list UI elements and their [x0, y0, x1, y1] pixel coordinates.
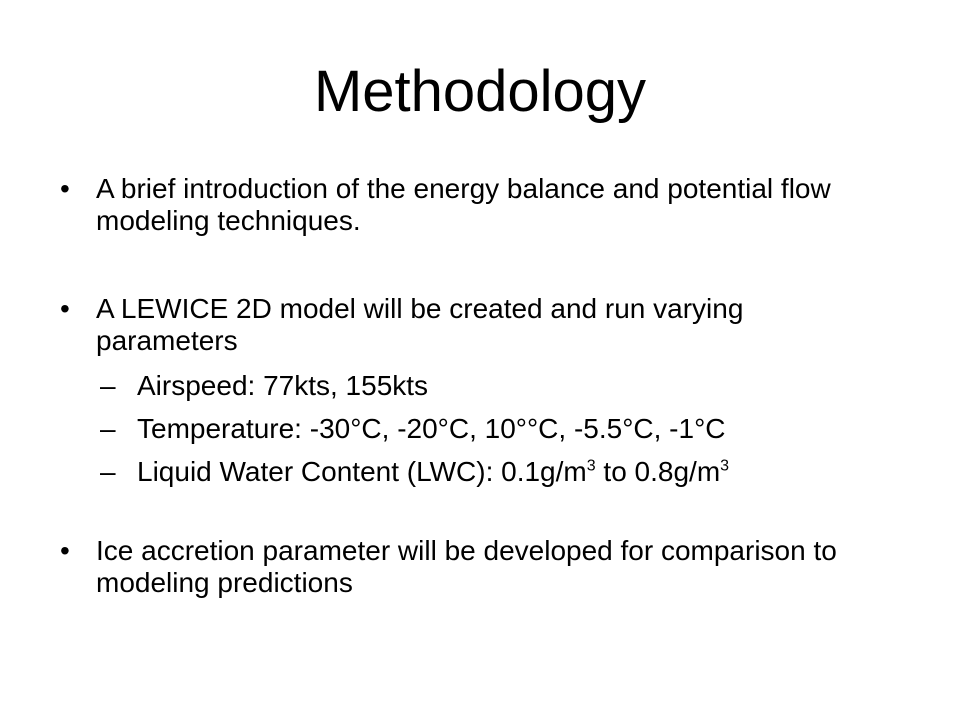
superscript: 3 — [720, 457, 730, 475]
slide-title: Methodology — [313, 59, 647, 124]
sub-item — [100, 456, 900, 488]
bullet-item — [60, 293, 860, 357]
bullet-item — [60, 535, 860, 599]
bullet-text: A LEWICE 2D model will be created and run varying parameters — [96, 293, 744, 356]
bullet-text: Ice accretion parameter will be developed for comparison to modeling predictions — [96, 535, 837, 598]
sub-text — [137, 456, 900, 488]
sub-item — [100, 370, 900, 402]
bullet-marker: • — [60, 535, 70, 566]
bullet-item — [60, 173, 860, 237]
sub-marker: – — [100, 413, 116, 444]
lwc-text-start: Liquid Water Content (LWC): 0.1g/m — [137, 456, 587, 487]
sub-marker: – — [100, 370, 116, 401]
bullet-marker: • — [60, 293, 70, 324]
superscript: 3 — [586, 457, 596, 475]
sub-item — [100, 413, 900, 445]
sub-marker: – — [100, 456, 116, 487]
bullet-marker: • — [60, 173, 70, 204]
lwc-text-end: to 0.8g/m — [595, 456, 721, 487]
bullet-text: A brief introduction of the energy balance and potential flow modeling techniques. — [96, 173, 831, 236]
sub-text: Temperature: -30°C, -20°C, 10°°C, -5.5°C, -1°C — [137, 413, 726, 444]
sub-text: Airspeed: 77kts, 155kts — [137, 370, 429, 401]
